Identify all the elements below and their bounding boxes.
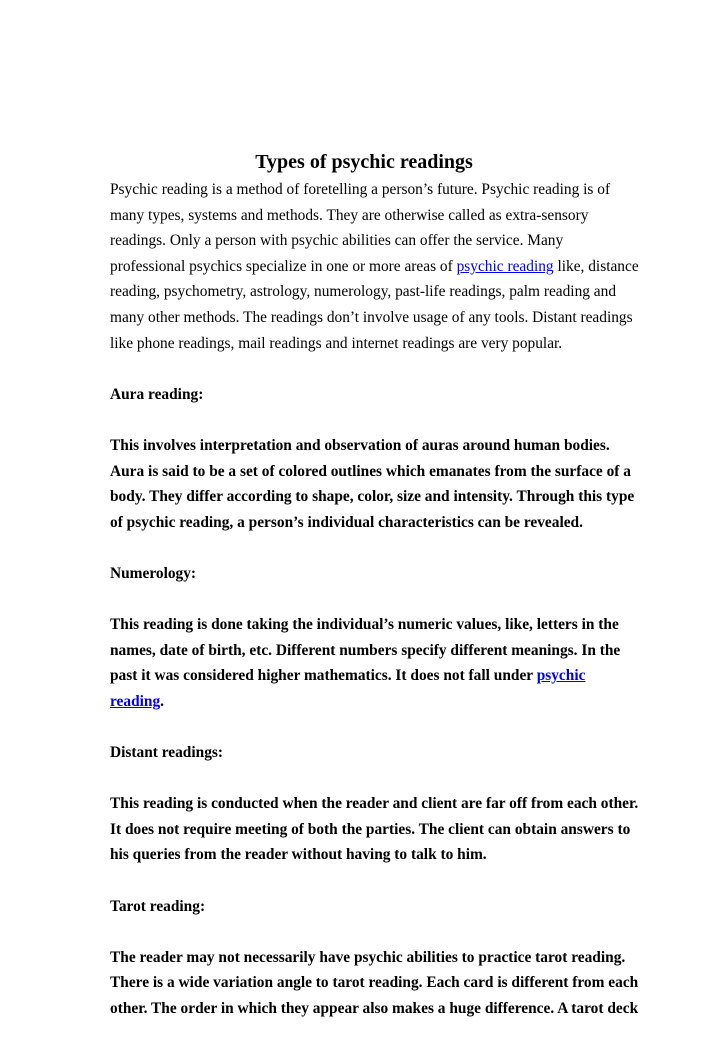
numerology-paragraph: [110, 612, 640, 714]
distant-readings-heading: Distant readings:: [110, 744, 224, 762]
distant-readings-paragraph: This reading is conducted when the reader and client are far off from each other. It does not require meeting of both the parties. The client can obtain answers to his queries from the reader without having to talk to him.: [110, 795, 639, 864]
intro-text-part2: like, distance reading, psychometry, astrology, numerology, past-life readings, palm reading and many other methods. The readings don’t involve usage of any tools. Distant readings like phone readings, mail readings and internet readings are very popular.: [110, 257, 639, 352]
intro-paragraph: [110, 177, 640, 356]
document-body: [110, 177, 640, 1047]
numerology-text-part1: This reading is done taking the individual’s numeric values, like, letters in the names, date of birth, etc. Different numbers specify different meanings. In the past it was considered higher mathematics. It does not fall under: [110, 616, 621, 685]
aura-reading-heading: Aura reading:: [110, 385, 204, 403]
tarot-reading-paragraph: The reader may not necessarily have psychic abilities to practice tarot reading. There is a wide variation angle to tarot reading. Each card is different from each other. The order in which they appear also makes a huge difference. A tarot deck: [110, 948, 639, 1017]
numerology-text-part2: .: [160, 692, 165, 710]
aura-reading-paragraph: This involves interpretation and observation of auras around human bodies. Aura is said to be a set of colored outlines which emanates from the surface of a body. They differ according to shape, color, size and intensity. Through this type of psychic reading, a person’s individual characteristics can be revealed.: [110, 436, 635, 531]
numerology-psychic-reading-link[interactable]: psychic reading: [110, 667, 586, 710]
intro-text-part1: Psychic reading is a method of foretelling a person’s future. Psychic reading is of many types, systems and methods. They are otherwise called as extra-sensory readings. Only a person with psychic abilities can offer the service. Many professional psychics specialize in one or more areas of: [110, 181, 611, 275]
numerology-heading: Numerology:: [110, 564, 197, 582]
psychic-reading-link[interactable]: psychic reading: [456, 257, 554, 275]
document-title: Types of psychic readings: [255, 151, 473, 173]
tarot-reading-heading: Tarot reading:: [110, 897, 206, 915]
